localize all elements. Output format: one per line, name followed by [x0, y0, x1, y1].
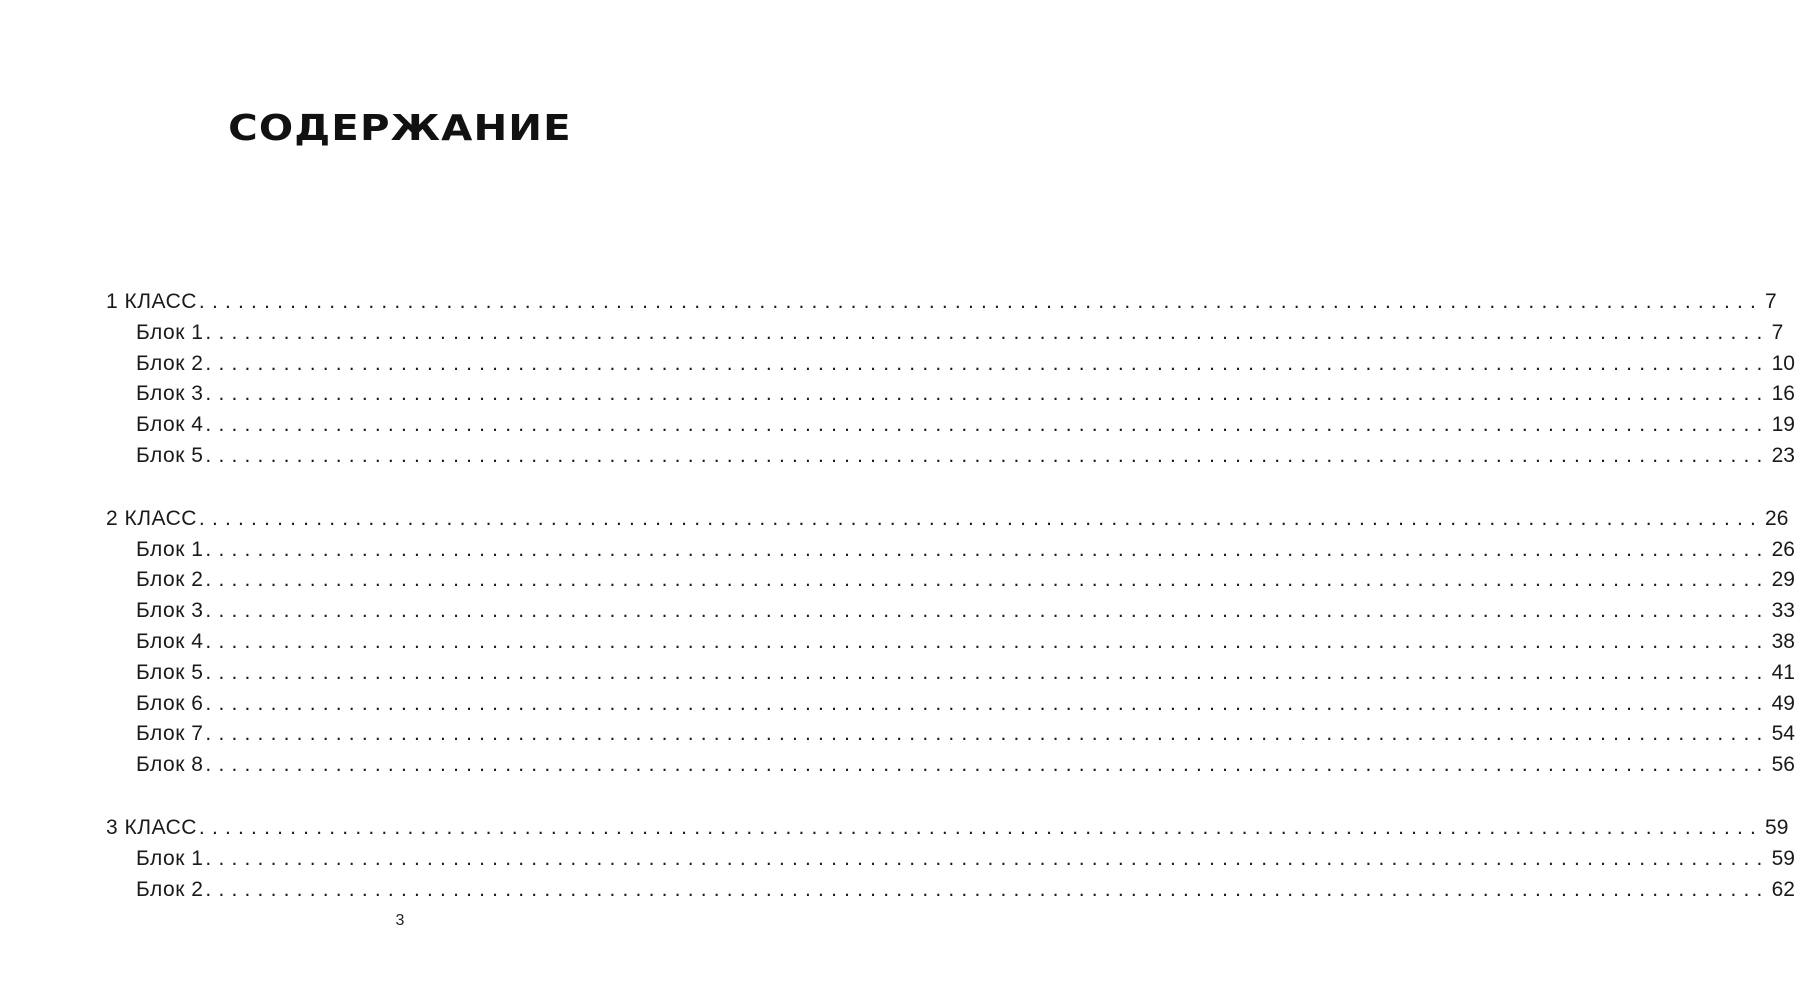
toc-block-entry-page: 56	[1771, 753, 1795, 777]
toc-block-entry-label: Блок 4	[136, 629, 204, 653]
table-of-contents	[106, 287, 1795, 937]
dot-leader: ........................................................................................................................	[205, 722, 1770, 746]
toc-block-entry-page: 54	[1771, 722, 1795, 746]
toc-block-entry-page: 49	[1771, 691, 1795, 715]
page-number: 3	[395, 912, 405, 929]
toc-block-entry	[106, 379, 1795, 410]
dot-leader: ........................................................................................................................	[205, 877, 1770, 901]
toc-block-entry-page: 26	[1771, 537, 1795, 561]
dot-leader: ........................................................................................................................	[205, 599, 1770, 623]
toc-block-entry	[106, 565, 1795, 596]
toc-block-entry	[106, 844, 1795, 875]
toc-block-entry-page: 38	[1771, 629, 1795, 653]
toc-block-entry	[106, 750, 1795, 781]
toc-class-heading-label: 3 КЛАСС	[106, 815, 197, 839]
toc-block-entry	[106, 627, 1795, 658]
toc-block-entry	[106, 875, 1795, 906]
toc-block-entry	[106, 719, 1795, 750]
toc-block-entry-label: Блок 2	[136, 351, 204, 375]
toc-block-entry-page: 62	[1771, 877, 1795, 901]
dot-leader: ........................................................................................................................	[205, 660, 1770, 684]
toc-block-entry-label: Блок 2	[136, 877, 204, 901]
toc-block-entry	[106, 689, 1795, 720]
toc-class-heading-label: 1 КЛАСС	[106, 290, 197, 313]
dot-leader: ........................................................................................................................	[198, 506, 1764, 530]
dot-leader: ........................................................................................................................	[205, 351, 1770, 375]
toc-section	[106, 287, 1795, 472]
dot-leader: ........................................................................................................................	[205, 413, 1770, 437]
toc-block-entry-label: Блок 1	[136, 537, 204, 561]
toc-block-entry-page: 41	[1771, 660, 1795, 684]
toc-block-entry-label: Блок 5	[136, 443, 204, 467]
toc-block-entry	[106, 441, 1795, 472]
toc-block-entry-label: Блок 8	[136, 753, 204, 777]
toc-section	[106, 813, 1795, 905]
toc-block-entry	[106, 349, 1795, 380]
dot-leader: ........................................................................................................................	[205, 568, 1770, 592]
toc-block-entry-label: Блок 2	[136, 568, 204, 592]
dot-leader: ........................................................................................................................	[205, 629, 1770, 653]
toc-block-entry-page: 7	[1771, 320, 1784, 344]
dot-leader: ........................................................................................................................	[205, 320, 1770, 344]
dot-leader: ........................................................................................................................	[205, 537, 1770, 561]
toc-block-entry	[106, 596, 1795, 627]
dot-leader: ........................................................................................................................	[205, 382, 1770, 406]
toc-block-entry-label: Блок 1	[136, 320, 204, 344]
dot-leader: ........................................................................................................................	[205, 443, 1770, 467]
toc-block-entry-page: 16	[1771, 382, 1795, 406]
toc-block-entry-label: Блок 3	[136, 599, 204, 623]
toc-block-entry-page: 23	[1771, 443, 1795, 467]
toc-class-heading-page: 59	[1765, 815, 1789, 839]
dot-leader: ........................................................................................................................	[198, 815, 1764, 839]
toc-block-entry-label: Блок 3	[136, 382, 204, 406]
toc-class-heading-page: 7	[1765, 290, 1777, 313]
toc-block-entry	[106, 658, 1795, 689]
dot-leader: ........................................................................................................................	[205, 753, 1770, 777]
toc-block-entry-label: Блок 4	[136, 413, 204, 437]
toc-class-heading	[106, 287, 1777, 318]
toc-block-entry	[106, 410, 1795, 441]
toc-block-entry-page: 59	[1771, 846, 1795, 870]
toc-class-heading	[106, 504, 1789, 535]
toc-class-heading-label: 2 КЛАСС	[106, 506, 197, 530]
toc-block-entry-label: Блок 5	[136, 660, 204, 684]
toc-block-entry	[106, 535, 1795, 566]
toc-block-entry-label: Блок 6	[136, 691, 204, 715]
toc-class-heading	[106, 813, 1789, 844]
page-title: СОДЕРЖАНИЕ	[228, 108, 572, 149]
toc-class-heading-page: 26	[1765, 506, 1789, 530]
toc-block-entry	[106, 318, 1784, 349]
toc-block-entry-page: 29	[1771, 568, 1795, 592]
toc-block-entry-label: Блок 7	[136, 722, 204, 746]
toc-block-entry-page: 19	[1771, 413, 1795, 437]
dot-leader: ........................................................................................................................	[205, 691, 1770, 715]
toc-section	[106, 504, 1795, 781]
toc-block-entry-page: 10	[1771, 351, 1795, 375]
dot-leader: ........................................................................................................................	[205, 846, 1770, 870]
dot-leader: ........................................................................................................................	[198, 290, 1764, 313]
toc-block-entry-page: 33	[1771, 599, 1795, 623]
toc-block-entry-label: Блок 1	[136, 846, 204, 870]
